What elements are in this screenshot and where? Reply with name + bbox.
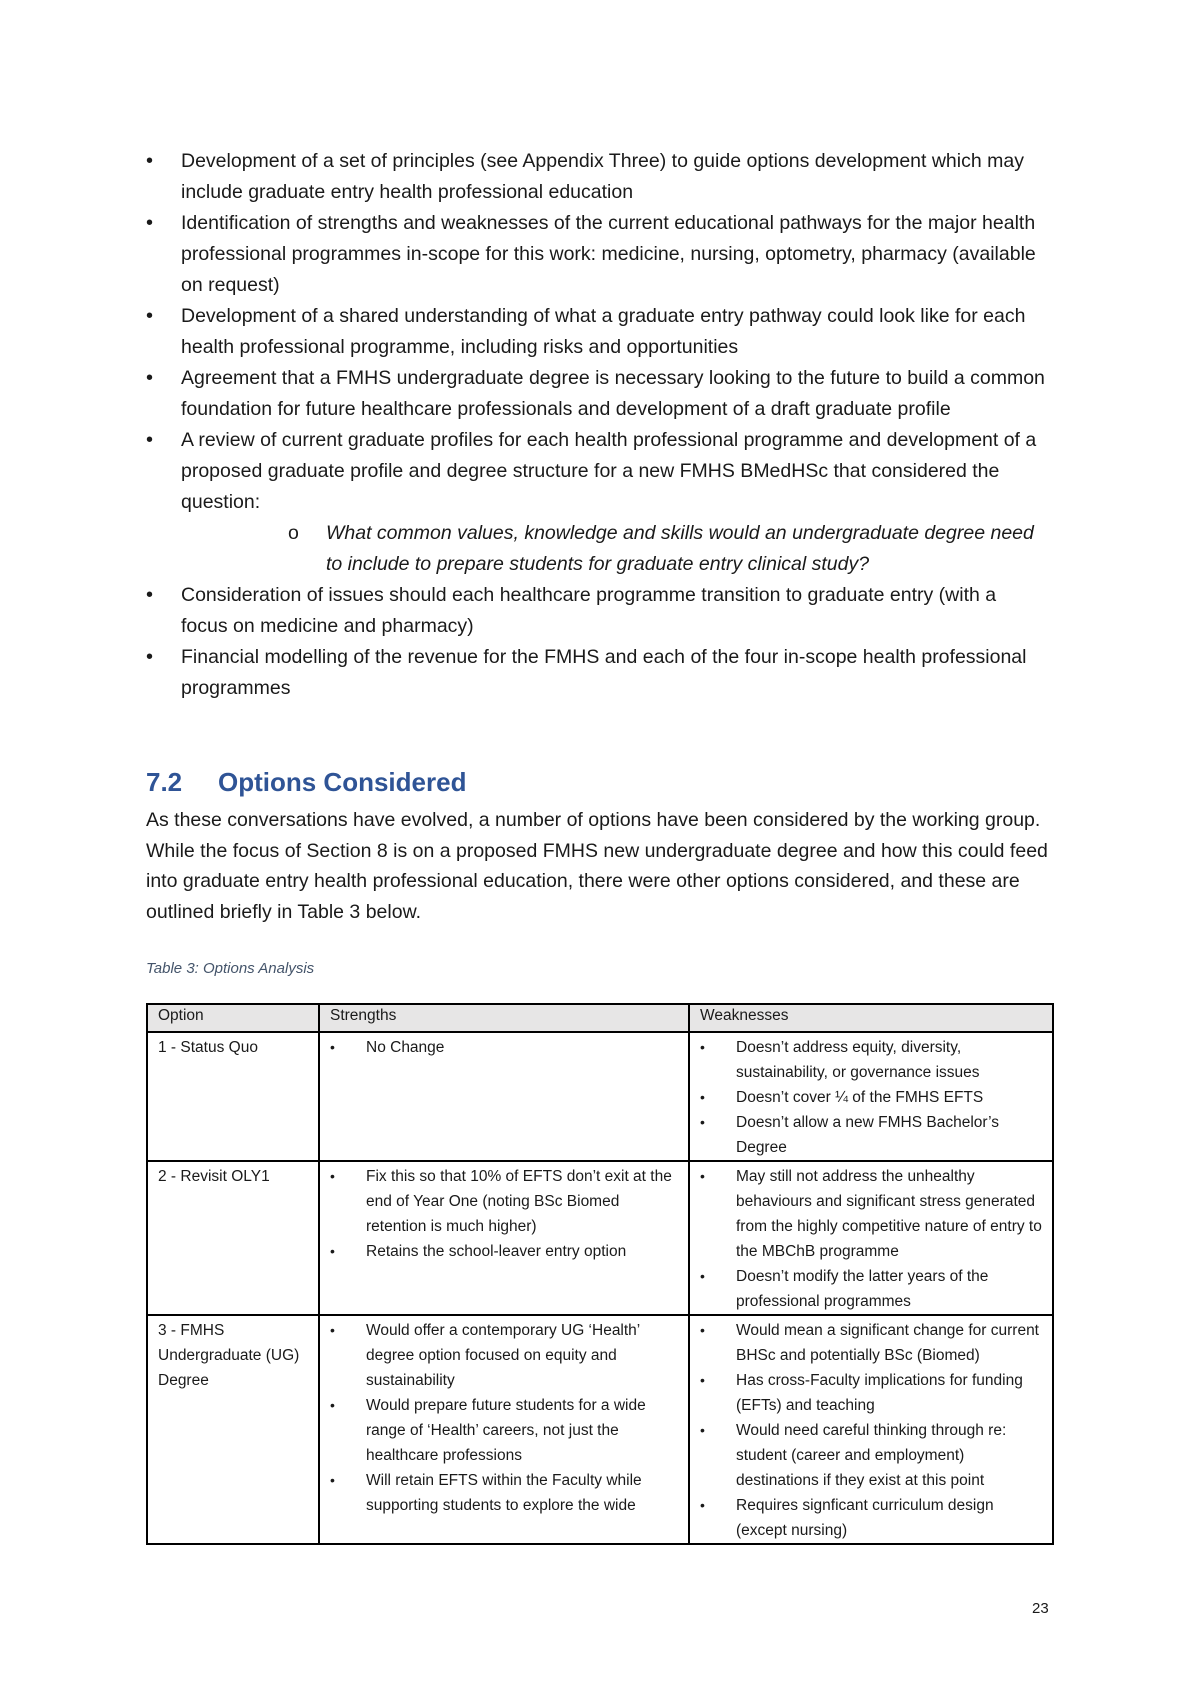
strength-item: [330, 1393, 678, 1468]
option-cell: 3 - FMHS Undergraduate (UG) Degree: [147, 1315, 319, 1544]
strength-item: [330, 1468, 678, 1518]
option-cell: 1 - Status Quo: [147, 1032, 319, 1161]
weakness-text: Would mean a significant change for current BHSc and potentially BSc (Biomed): [736, 1322, 1039, 1364]
strengths-cell: [319, 1315, 689, 1544]
bullet-icon: •: [146, 367, 154, 389]
weakness-text: Has cross-Faculty implications for funding (EFTs) and teaching: [736, 1372, 1023, 1414]
bullet-item: [146, 208, 1046, 301]
bullet-item: [146, 580, 1046, 642]
section-title: Options Considered: [218, 767, 467, 797]
page-number: 23: [1032, 1600, 1049, 1617]
bullet-text: Agreement that a FMHS undergraduate degree is necessary looking to the future to build a common foundation for future healthcare professionals and development of a draft graduate profile: [181, 367, 1045, 420]
weakness-text: Doesn’t cover ¼ of the FMHS EFTS: [736, 1089, 984, 1106]
header-strengths: Strengths: [319, 1004, 689, 1032]
strength-item: [330, 1164, 678, 1239]
weakness-item: [700, 1264, 1042, 1314]
weakness-text: Would need careful thinking through re: student (career and employment) destinations if they exist at this point: [736, 1422, 1007, 1489]
bullet-icon: •: [330, 1039, 335, 1055]
bullet-icon: •: [700, 1422, 705, 1438]
bullet-icon: •: [700, 1497, 705, 1513]
bullet-item: [146, 642, 1046, 704]
bullet-item: [146, 146, 1046, 208]
weaknesses-cell: [689, 1161, 1053, 1315]
bullet-icon: •: [330, 1397, 335, 1413]
weaknesses-cell: [689, 1315, 1053, 1544]
bullet-icon: •: [146, 212, 154, 234]
bullet-icon: •: [330, 1472, 335, 1488]
section-heading: [146, 767, 466, 798]
weakness-item: [700, 1085, 1042, 1110]
weakness-item: [700, 1318, 1042, 1368]
sub-bullet-item: [181, 518, 1046, 580]
weakness-item: [700, 1035, 1042, 1085]
weakness-item: [700, 1418, 1042, 1493]
bullet-text: Financial modelling of the revenue for the FMHS and each of the four in-scope health professional programmes: [181, 646, 1027, 699]
bullet-icon: •: [330, 1243, 335, 1259]
header-option: Option: [147, 1004, 319, 1032]
strength-text: Fix this so that 10% of EFTS don’t exit at the end of Year One (noting BSc Biomed retention is much higher): [366, 1168, 672, 1235]
bullet-icon: •: [146, 150, 154, 172]
principles-bullet-list: [146, 146, 1046, 704]
strength-text: Retains the school-leaver entry option: [366, 1243, 627, 1260]
bullet-text: Development of a set of principles (see Appendix Three) to guide options development which may include graduate entry health professional education: [181, 150, 1024, 203]
bullet-text: Identification of strengths and weaknesses of the current educational pathways for the major health professional programmes in-scope for this work: medicine, nursing, optometry, pharmacy (available on request): [181, 212, 1036, 296]
weakness-text: Doesn’t allow a new FMHS Bachelor’s Degree: [736, 1114, 1000, 1156]
table-header-row: [147, 1004, 1053, 1032]
section-paragraph: As these conversations have evolved, a number of options have been considered by the working group. While the focus of Section 8 is on a proposed FMHS new undergraduate degree and how this could feed into graduate entry health professional education, there were other options considered, and these are outlined briefly in Table 3 below.: [146, 809, 1048, 923]
weakness-item: [700, 1164, 1042, 1264]
bullet-icon: •: [146, 429, 154, 451]
bullet-icon: •: [700, 1114, 705, 1130]
header-weaknesses: Weaknesses: [689, 1004, 1053, 1032]
weakness-item: [700, 1110, 1042, 1160]
bullet-icon: •: [700, 1372, 705, 1388]
bullet-item: [146, 363, 1046, 425]
strength-item: [330, 1239, 678, 1264]
bullet-icon: •: [146, 646, 154, 668]
weakness-text: Doesn’t modify the latter years of the professional programmes: [736, 1268, 989, 1310]
bullet-icon: •: [700, 1168, 705, 1184]
weakness-text: Requires signficant curriculum design (except nursing): [736, 1497, 994, 1539]
sub-bullet-text: What common values, knowledge and skills would an undergraduate degree need to include to prepare students for graduate entry clinical study?: [326, 522, 1034, 575]
weakness-text: May still not address the unhealthy behaviours and significant stress generated from the highly competitive nature of entry to the MBChB programme: [736, 1168, 1042, 1260]
bullet-item: [146, 301, 1046, 363]
strength-text: Would offer a contemporary UG ‘Health’ degree option focused on equity and sustainability: [366, 1322, 640, 1389]
table-row: [147, 1161, 1053, 1315]
strength-text: No Change: [366, 1039, 445, 1056]
strength-item: [330, 1318, 678, 1393]
weaknesses-cell: [689, 1032, 1053, 1161]
table-row: [147, 1032, 1053, 1161]
strength-item: [330, 1035, 678, 1060]
bullet-icon: •: [700, 1089, 705, 1105]
weakness-item: [700, 1368, 1042, 1418]
bullet-icon: •: [700, 1268, 705, 1284]
strength-text: Will retain EFTS within the Faculty while supporting students to explore the wide: [366, 1472, 642, 1514]
bullet-icon: •: [700, 1322, 705, 1338]
options-analysis-table: [146, 1003, 1054, 1545]
table-row: [147, 1315, 1053, 1544]
strengths-cell: [319, 1032, 689, 1161]
sub-bullet-icon: o: [288, 522, 299, 544]
bullet-item: [146, 425, 1046, 580]
bullet-text: Consideration of issues should each healthcare programme transition to graduate entry (with a focus on medicine and pharmacy): [181, 584, 997, 637]
option-cell: 2 - Revisit OLY1: [147, 1161, 319, 1315]
bullet-icon: •: [146, 305, 154, 327]
bullet-text: Development of a shared understanding of what a graduate entry pathway could look like for each health professional programme, including risks and opportunities: [181, 305, 1026, 358]
bullet-icon: •: [700, 1039, 705, 1055]
bullet-text: A review of current graduate profiles for each health professional programme and development of a proposed graduate profile and degree structure for a new FMHS BMedHSc that considered the question:: [181, 429, 1037, 513]
bullet-icon: •: [330, 1168, 335, 1184]
strength-text: Would prepare future students for a wide range of ‘Health’ careers, not just the healthcare professions: [366, 1397, 646, 1464]
sub-bullet-list: [181, 518, 1046, 580]
weakness-text: Doesn’t address equity, diversity, sustainability, or governance issues: [736, 1039, 980, 1081]
weakness-item: [700, 1493, 1042, 1543]
bullet-icon: •: [330, 1322, 335, 1338]
bullet-icon: •: [146, 584, 154, 606]
section-number: 7.2: [146, 767, 183, 797]
strengths-cell: [319, 1161, 689, 1315]
table-caption: Table 3: Options Analysis: [146, 960, 315, 977]
